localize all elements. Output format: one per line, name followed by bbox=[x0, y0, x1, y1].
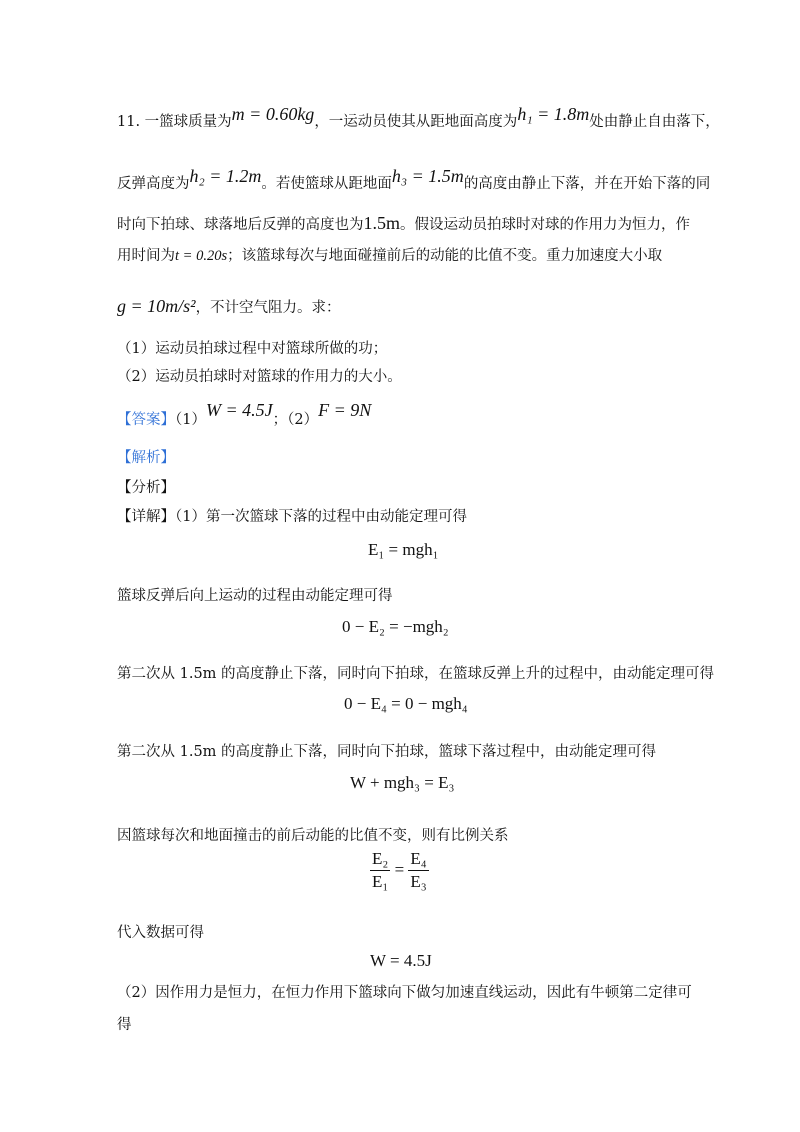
mass-equation: m = 0.60kg bbox=[231, 104, 315, 124]
detail-line-4: 第二次从 1.5m 的高度静止下落，同时向下拍球，篮球下落过程中，由动能定理可得 bbox=[117, 744, 657, 760]
problem-number: 11. bbox=[117, 114, 141, 130]
answer-work: W = 4.5J bbox=[205, 400, 273, 420]
fenxi-label: 【分析】 bbox=[117, 480, 175, 496]
ratio-fraction: $\frac{\text{E₂}}{\text{E₁}}$ = $\frac{\text{E₄}}{\text{E₃}}$ bbox=[372, 849, 427, 891]
detail-line-6: 代入数据可得 bbox=[117, 925, 204, 941]
detail-line-5: 因篮球每次和地面撞击的前后动能的比值不变，则有比例关系 bbox=[117, 828, 509, 844]
time-equation: t = 0.20s bbox=[175, 248, 228, 264]
answer-label: 【答案】 bbox=[117, 412, 175, 428]
gravity-equation: g = 10m/s² bbox=[117, 296, 196, 316]
question-1: （1）运动员拍球过程中对篮球所做的功； bbox=[117, 341, 388, 357]
answer-force: F = 9N bbox=[318, 400, 372, 420]
fraction: $\frac{\text{E₂}}{\text{E₁}}$ bbox=[372, 849, 389, 891]
h3-equation: h₃ = 1.5m bbox=[391, 166, 464, 186]
analysis-label: 【解析】 bbox=[117, 450, 175, 466]
problem-line-1: 11. 一篮球质量为m = 0.60kg，一运动员使其从距地面高度为h₁ = 1.8m处由静止自由落下， bbox=[117, 104, 720, 130]
detail-label: 【详解】 bbox=[117, 509, 175, 525]
problem-line-3: 时向下拍球、球落地后反弹的高度也为1.5m。假设运动员拍球时对球的作用力为恒力，作 bbox=[117, 213, 691, 233]
equation-2: 0 − E₂ = −mgh₂ bbox=[342, 617, 449, 636]
equation-6: W = 4.5J bbox=[370, 951, 432, 970]
detail-line-2: 篮球反弹后向上运动的过程由动能定理可得 bbox=[117, 588, 393, 604]
equation-3: 0 − E₄ = 0 − mgh₄ bbox=[344, 694, 468, 713]
question-2: （2）运动员拍球时对篮球的作用力的大小。 bbox=[117, 369, 402, 385]
equation-4: W + mgh₃ = E₃ bbox=[350, 773, 455, 792]
equation-5 bbox=[370, 848, 429, 893]
detail-line-7: （2）因作用力是恒力，在恒力作用下篮球向下做匀加速直线运动，因此有牛顿第二定律可 bbox=[117, 985, 692, 1001]
h1-equation: h₁ = 1.8m bbox=[517, 104, 590, 124]
detail-line-3: 第二次从 1.5m 的高度静止下落，同时向下拍球，在篮球反弹上升的过程中，由动能定理可得 bbox=[117, 666, 715, 682]
fraction: $\frac{\text{E₄}}{\text{E₃}}$ bbox=[410, 849, 427, 891]
problem-line-4: 用时间为t = 0.20s；该篮球每次与地面碰撞前后的动能的比值不变。重力加速度大小取 bbox=[117, 248, 663, 264]
detail-line-1: 【详解】（1）第一次篮球下落的过程中由动能定理可得 bbox=[117, 509, 467, 525]
problem-line-5: g = 10m/s²，不计空气阻力。求： bbox=[117, 296, 341, 316]
problem-line-2: 反弹高度为h₂ = 1.2m。若使篮球从距地面h₃ = 1.5m的高度由静止下落，并在开始下落的同 bbox=[117, 166, 711, 192]
detail-line-8: 得 bbox=[117, 1017, 132, 1033]
equation-1: E₁ = mgh₁ bbox=[368, 540, 439, 559]
answer-line: 【答案】（1）W = 4.5J；（2）F = 9N bbox=[117, 400, 372, 428]
h2-equation: h₂ = 1.2m bbox=[189, 166, 262, 186]
